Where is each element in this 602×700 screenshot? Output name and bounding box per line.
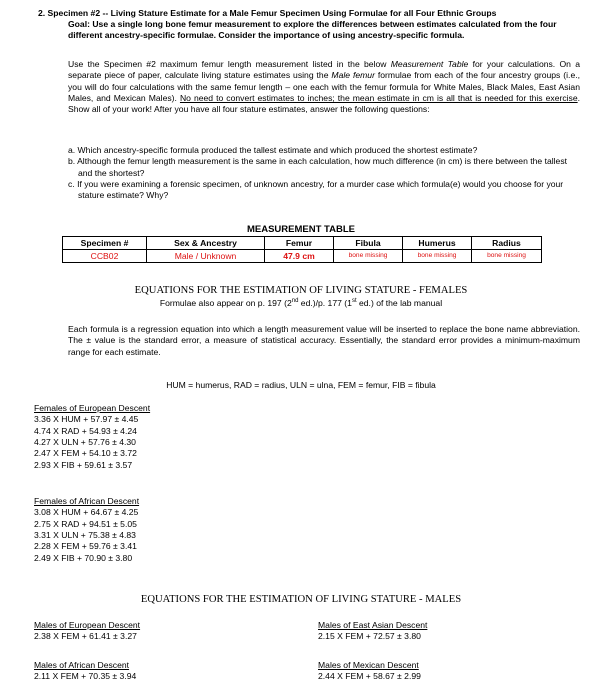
cell-femur-length: 47.9 cm — [265, 250, 334, 263]
males-african-group — [34, 660, 234, 683]
formula: 2.15 X FEM + 72.57 ± 3.80 — [318, 631, 421, 642]
table-header-row — [63, 237, 542, 250]
females-european-group — [34, 403, 234, 471]
formula: 3.08 X HUM + 64.67 ± 4.25 — [34, 507, 139, 518]
formula: 2.38 X FEM + 61.41 ± 3.27 — [34, 631, 137, 642]
group-title: Males of African Descent — [34, 660, 130, 670]
subquestion-list — [68, 145, 580, 202]
header-femur: Femur — [265, 237, 334, 250]
cell-specimen-id: CCB02 — [63, 250, 147, 263]
males-east-asian-group — [318, 620, 518, 643]
males-heading: EQUATIONS FOR THE ESTIMATION OF LIVING STATURE - MALES — [140, 594, 462, 605]
formula: 2.49 X FIB + 70.90 ± 3.80 — [34, 552, 133, 563]
header-humerus: Humerus — [403, 237, 472, 250]
group-title: Males of European Descent — [34, 620, 141, 630]
cell-fibula: bone missing — [334, 250, 403, 263]
formula: 2.28 X FEM + 59.76 ± 3.41 — [34, 541, 137, 552]
cell-sex-ancestry: Male / Unknown — [147, 250, 265, 263]
formula: 3.31 X ULN + 75.38 ± 4.83 — [34, 530, 136, 541]
regression-explanation: Each formula is a regression equation into which a length measurement value will be inserted to replace the bone name abbreviation. The ± value is the standard error, a measure of statistical accuracy. Essentially, the standard error provides a minimum-maximum range for each estimate. — [68, 324, 580, 357]
males-european-group — [34, 620, 234, 643]
header-specimen: Specimen # — [63, 237, 147, 250]
formula: 3.36 X HUM + 57.97 ± 4.45 — [34, 414, 139, 425]
formula: 2.47 X FEM + 54.10 ± 3.72 — [34, 448, 137, 459]
formula: 4.27 X ULN + 57.76 ± 4.30 — [34, 437, 136, 448]
formula: 2.93 X FIB + 59.61 ± 3.57 — [34, 459, 133, 470]
measurement-table-title: MEASUREMENT TABLE — [246, 224, 356, 235]
lab-manual-reference: Formulae also appear on p. 197 (2nd ed.)/p. 177 (1st ed.) of the lab manual — [159, 298, 443, 308]
measurement-table — [62, 236, 542, 263]
males-mexican-group — [318, 660, 518, 683]
header-fibula: Fibula — [334, 237, 403, 250]
formula: 2.75 X RAD + 94.51 ± 5.05 — [34, 518, 137, 529]
header-radius: Radius — [472, 237, 542, 250]
table-row — [63, 250, 542, 263]
group-title: Males of Mexican Descent — [318, 660, 419, 670]
group-title: Males of East Asian Descent — [318, 620, 428, 630]
subquestion-a: a. Which ancestry-specific formula produced the tallest estimate and which produced the shortest estimate? — [68, 145, 478, 155]
group-title: Females of African Descent — [34, 496, 140, 506]
formula: 2.11 X FEM + 70.35 ± 3.94 — [34, 671, 137, 682]
question-title: 2. Specimen #2 -- Living Stature Estimate for a Male Femur Specimen Using Formulae for all Four Ethnic Groups — [38, 8, 497, 18]
subquestion-c: c. If you were examining a forensic specimen, of unknown ancestry, for a murder case which formula(e) would you choose for your stature estimate? Why? — [68, 179, 564, 201]
header-sex-ancestry: Sex & Ancestry — [147, 237, 265, 250]
instructions-paragraph: Use the Specimen #2 maximum femur length measurement listed in the below Measurement Table for your calculations. On a separate piece of paper, calculate living stature estimates using the Male femur formulae from each of the four ancestry groups (i.e., you will do four calculations with the same femur length – one each with the femur formula for White Males, Black Males, East Asian Males, and Mexican Males). No need to convert estimates to inches; the mean estimate in cm is all that is needed for this exercise. Show all of your work! After you have all four stature estimates, answer the following questions: — [68, 59, 581, 115]
females-heading: EQUATIONS FOR THE ESTIMATION OF LIVING STATURE - FEMALES — [134, 285, 468, 296]
formula: 4.74 X RAD + 54.93 ± 4.24 — [34, 425, 137, 436]
cell-radius: bone missing — [472, 250, 542, 263]
subquestion-b: b. Although the femur length measurement is the same in each calculation, how much difference (in cm) is there between the tallest and the shortest? — [68, 156, 568, 178]
formula: 2.44 X FEM + 58.67 ± 2.99 — [318, 671, 421, 682]
females-african-group — [34, 496, 234, 564]
question-goal: Goal: Use a single long bone femur measurement to explore the differences between estimates calculated from the four different ancestry-specific formulae. Consider the importance of using ancestry-specific formula. — [68, 19, 557, 41]
group-title: Females of European Descent — [34, 403, 151, 413]
bone-abbreviations: HUM = humerus, RAD = radius, ULN = ulna, FEM = femur, FIB = fibula — [166, 380, 436, 390]
cell-humerus: bone missing — [403, 250, 472, 263]
